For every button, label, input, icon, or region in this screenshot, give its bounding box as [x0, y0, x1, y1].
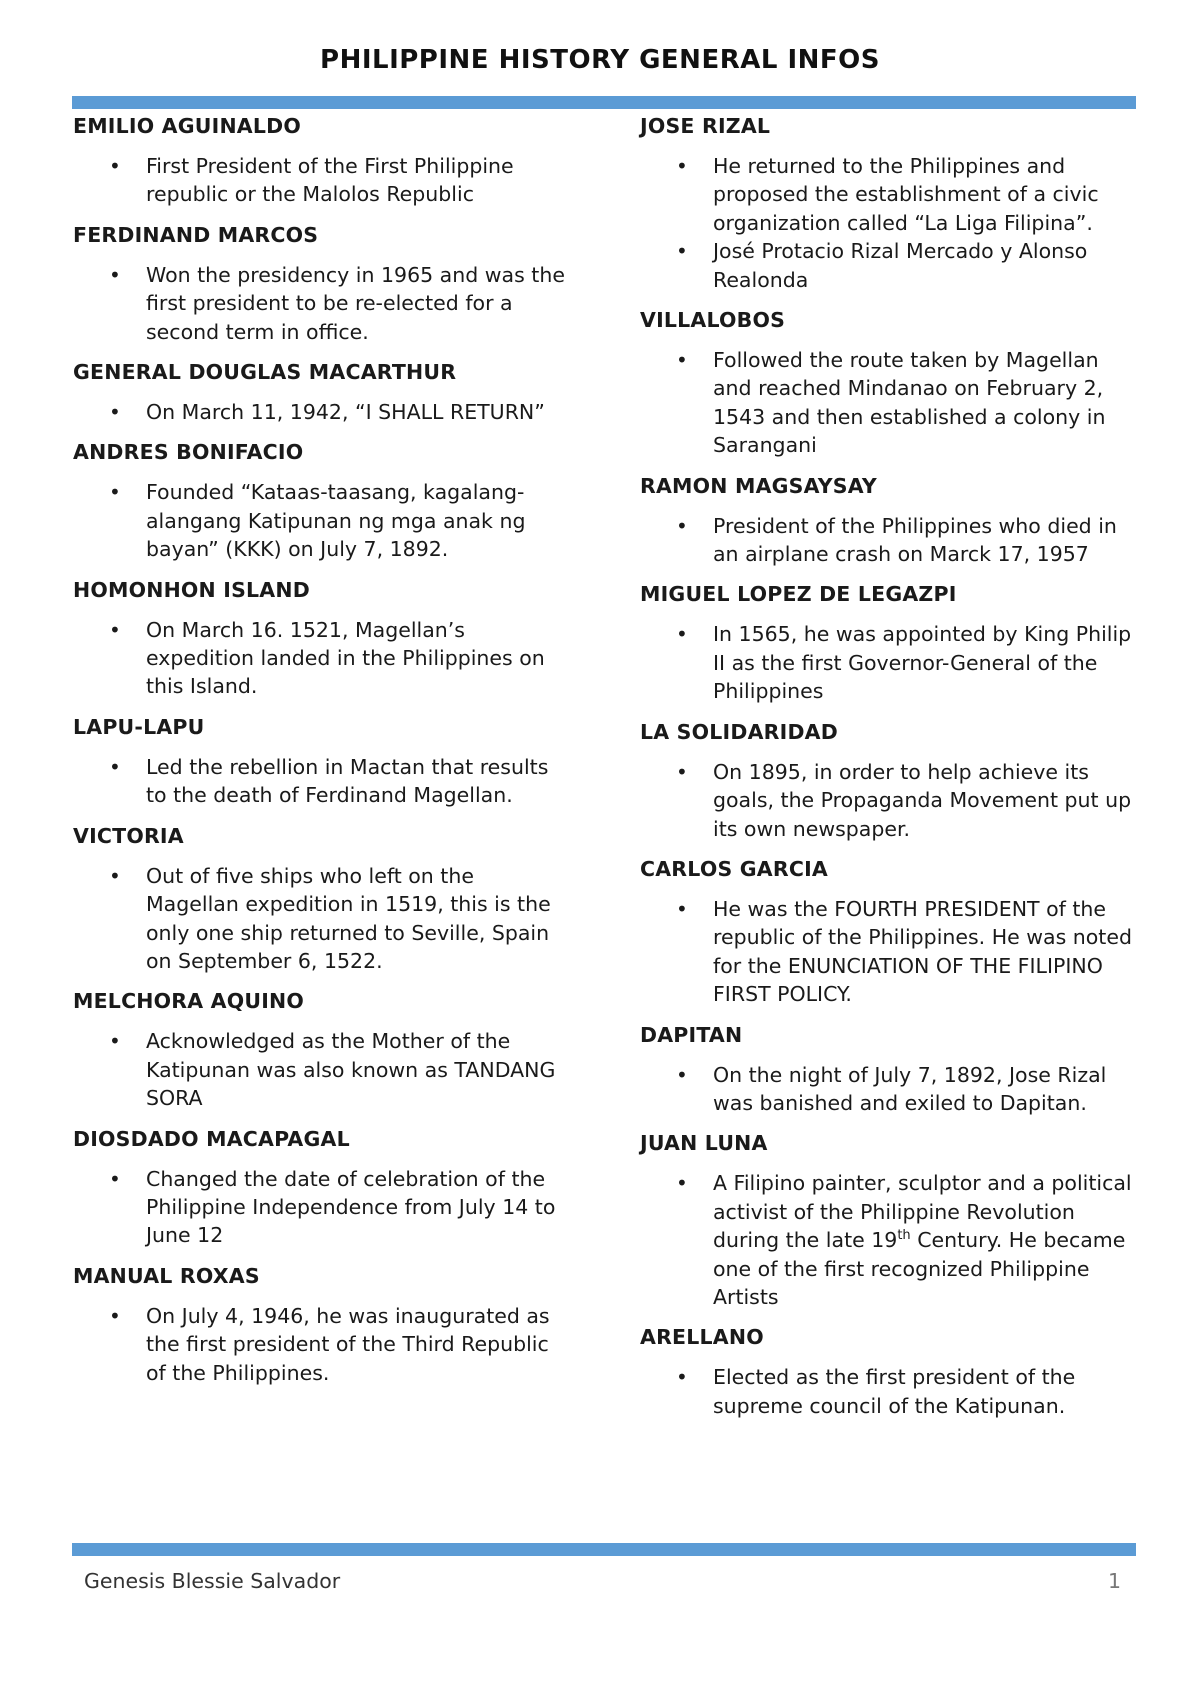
header-rule — [72, 96, 1136, 109]
bullet-icon: • — [676, 1365, 688, 1390]
entry-heading: GENERAL DOUGLAS MACARTHUR — [73, 360, 457, 385]
entry-heading: ARELLANO — [640, 1325, 764, 1350]
bullet-item — [640, 1169, 1140, 1311]
bullet-icon: • — [109, 262, 121, 287]
footer-rule — [72, 1543, 1136, 1556]
bullet-text: Century. He became one of the first recognized Philippine Artists — [713, 1228, 1126, 1309]
bullet-icon: • — [676, 239, 688, 264]
bullet-icon: • — [109, 1166, 121, 1191]
bullet-icon: • — [109, 480, 121, 505]
bullet-icon: • — [109, 1029, 121, 1054]
bullet-list — [640, 620, 1140, 705]
bullet-icon: • — [676, 1171, 688, 1196]
entry-section — [640, 112, 1140, 294]
entry-section — [640, 855, 1140, 1009]
bullet-text: Changed the date of celebration of the Philippine Independence from July 14 to June 12 — [146, 1166, 556, 1248]
bullet-list — [73, 398, 573, 426]
bullet-text: Founded “Kataas-taasang, kagalang-alangang Katipunan ng mga anak ng bayan” (KKK) on July 7, 1892. — [146, 480, 526, 562]
bullet-text: On July 4, 1946, he was inaugurated as the first president of the Third Republic of the Philippines. — [146, 1303, 550, 1385]
entry-heading: LA SOLIDARIDAD — [640, 719, 838, 744]
entry-heading: MELCHORA AQUINO — [73, 989, 305, 1014]
bullet-item — [73, 152, 573, 209]
bullet-text: Elected as the first president of the supreme council of the Katipunan. — [713, 1365, 1076, 1418]
left-column — [73, 112, 573, 1399]
bullet-icon: • — [676, 154, 688, 178]
bullet-item — [640, 1061, 1140, 1118]
bullet-text: In 1565, he was appointed by King Philip II as the first Governor-General of the Philippines — [713, 622, 1132, 704]
entry-section — [73, 822, 573, 976]
entry-section — [73, 576, 573, 701]
bullet-list — [73, 1027, 573, 1112]
bullet-list — [640, 152, 1140, 294]
bullet-item — [640, 758, 1140, 843]
entry-heading: DAPITAN — [640, 1022, 743, 1047]
bullet-item — [640, 895, 1140, 1009]
entry-heading: RAMON MAGSAYSAY — [640, 473, 877, 498]
bullet-icon: • — [676, 759, 688, 784]
bullet-item — [73, 616, 573, 701]
bullet-text: He was the FOURTH PRESIDENT of the republic of the Philippines. He was noted for the ENUNCIATION OF THE FILIPINO FIRST POLICY. — [713, 896, 1132, 1007]
bullet-text: José Protacio Rizal Mercado y Alonso Realonda — [713, 239, 1088, 292]
bullet-list — [73, 862, 573, 976]
bullet-item — [640, 152, 1140, 237]
bullet-item — [640, 512, 1140, 569]
bullet-icon: • — [109, 863, 121, 888]
bullet-list — [73, 152, 573, 209]
bullet-item — [640, 620, 1140, 705]
bullet-text: He returned to the Philippines and proposed the establishment of a civic organization called “La Liga Filipina”. — [713, 154, 1099, 235]
bullet-text: Led the rebellion in Mactan that results to the death of Ferdinand Magellan. — [146, 754, 549, 808]
bullet-list — [640, 758, 1140, 843]
entry-heading: FERDINAND MARCOS — [73, 222, 319, 247]
entry-heading: JUAN LUNA — [640, 1131, 768, 1156]
bullet-list — [640, 346, 1140, 460]
bullet-item — [73, 1027, 573, 1112]
bullet-text: On March 16. 1521, Magellan’s expedition landed in the Philippines on this Island. — [146, 617, 545, 699]
bullet-item — [640, 237, 1140, 294]
bullet-item — [73, 398, 573, 426]
entry-section — [640, 1021, 1140, 1118]
entry-heading: LAPU-LAPU — [73, 714, 205, 739]
bullet-icon: • — [676, 896, 688, 921]
entry-heading: CARLOS GARCIA — [640, 856, 828, 881]
bullet-list — [640, 1061, 1140, 1118]
bullet-list — [640, 1363, 1140, 1420]
entry-section — [73, 438, 573, 563]
entry-section — [73, 1125, 573, 1250]
entry-heading: JOSE RIZAL — [640, 114, 771, 138]
bullet-list — [73, 478, 573, 563]
bullet-list — [73, 261, 573, 346]
bullet-item — [73, 862, 573, 976]
ordinal-superscript: th — [897, 1228, 911, 1244]
bullet-icon: • — [676, 622, 688, 647]
bullet-icon: • — [109, 1303, 121, 1328]
entry-heading: ANDRES BONIFACIO — [73, 440, 304, 465]
entry-section — [73, 221, 573, 346]
entry-heading: EMILIO AGUINALDO — [73, 114, 301, 138]
bullet-text: On March 11, 1942, “I SHALL RETURN” — [146, 400, 545, 425]
bullet-list — [73, 616, 573, 701]
entry-section — [73, 1262, 573, 1387]
bullet-text: A Filipino painter, sculptor and a political activist of the Philippine Revolution during the late 19 — [713, 1171, 1132, 1253]
entry-section — [640, 718, 1140, 843]
bullet-item — [73, 1302, 573, 1387]
bullet-text: Followed the route taken by Magellan and reached Mindanao on February 2, 1543 and then established a colony in Sarangani — [713, 348, 1106, 458]
bullet-icon: • — [676, 1062, 688, 1087]
bullet-list — [640, 512, 1140, 569]
entry-heading: HOMONHON ISLAND — [73, 577, 310, 602]
bullet-text: President of the Philippines who died in an airplane crash on Marck 17, 1957 — [713, 513, 1117, 567]
bullet-list — [640, 895, 1140, 1009]
bullet-icon: • — [109, 754, 121, 779]
bullet-list — [640, 1169, 1140, 1311]
right-column — [640, 112, 1140, 1432]
bullet-text: Acknowledged as the Mother of the Katipunan was also known as TANDANG SORA — [146, 1029, 556, 1111]
entry-heading: VILLALOBOS — [640, 308, 786, 333]
bullet-item — [73, 753, 573, 810]
bullet-item — [640, 346, 1140, 460]
footer-author: Genesis Blessie Salvador — [84, 1569, 341, 1593]
entry-heading: VICTORIA — [73, 823, 184, 848]
entry-section — [640, 580, 1140, 705]
entry-heading: MIGUEL LOPEZ DE LEGAZPI — [640, 582, 957, 607]
bullet-icon: • — [109, 154, 121, 178]
bullet-item — [73, 1165, 573, 1250]
bullet-text: On the night of July 7, 1892, Jose Rizal was banished and exiled to Dapitan. — [713, 1062, 1107, 1115]
bullet-list — [73, 1302, 573, 1387]
bullet-item — [73, 478, 573, 563]
page-title: PHILIPPINE HISTORY GENERAL INFOS — [320, 45, 880, 75]
entry-section — [73, 987, 573, 1112]
bullet-icon: • — [109, 617, 121, 642]
entry-section — [73, 358, 573, 426]
bullet-text: First President of the First Philippine republic or the Malolos Republic — [146, 154, 514, 207]
bullet-list — [73, 1165, 573, 1250]
bullet-icon: • — [676, 348, 688, 373]
entry-heading: DIOSDADO MACAPAGAL — [73, 1126, 350, 1151]
entry-section — [640, 1323, 1140, 1420]
bullet-icon: • — [676, 513, 688, 538]
entry-section — [640, 306, 1140, 460]
bullet-icon: • — [109, 400, 121, 425]
page-number: 1 — [1108, 1569, 1122, 1593]
bullet-item — [73, 261, 573, 346]
entry-section — [640, 472, 1140, 569]
bullet-item — [640, 1363, 1140, 1420]
entry-section — [73, 713, 573, 810]
bullet-list — [73, 753, 573, 810]
bullet-text: On 1895, in order to help achieve its goals, the Propaganda Movement put up its own newspaper. — [713, 759, 1132, 841]
bullet-text: Out of five ships who left on the Magellan expedition in 1519, this is the only one ship returned to Seville, Spain on September 6, 1522. — [146, 863, 551, 973]
entry-section — [640, 1129, 1140, 1311]
entry-heading: MANUAL ROXAS — [73, 1263, 260, 1288]
bullet-text: Won the presidency in 1965 and was the first president to be re-elected for a second term in office. — [146, 262, 565, 344]
entry-section — [73, 112, 573, 209]
